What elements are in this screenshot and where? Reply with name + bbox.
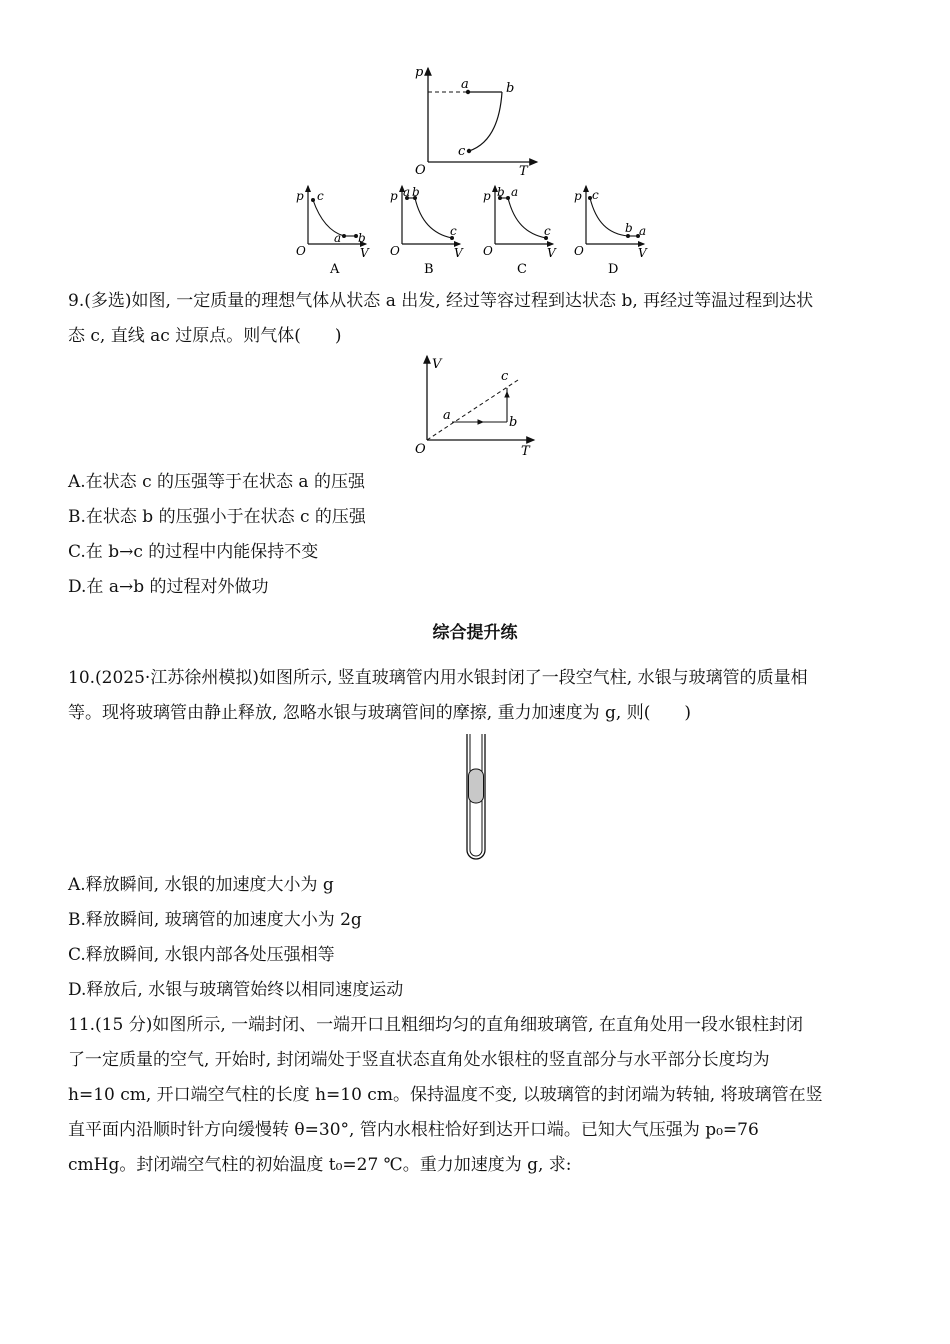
option-label-b: B	[424, 262, 434, 277]
svg-text:b: b	[412, 185, 420, 199]
q11-stem-line3: h=10 cm, 开口端空气柱的长度 h=10 cm。保持温度不变, 以玻璃管的封闭端为转轴, 将玻璃管在竖	[68, 1085, 823, 1105]
label-b: b	[506, 81, 515, 96]
q11-stem-line2: 了一定质量的空气, 开始时, 封闭端处于竖直状态直角处水银柱的竖直部分与水平部分长度均为	[68, 1050, 770, 1070]
label-p: p	[415, 65, 424, 80]
q9-stem-line2: 态 c, 直线 ac 过原点。则气体( )	[68, 326, 342, 346]
q9-option-d: D.在 a→b 的过程对外做功	[68, 577, 269, 597]
q11-stem-line5: cmHg。封闭端空气柱的初始温度 t₀=27 ℃。重力加速度为 g, 求:	[68, 1155, 572, 1175]
svg-text:c: c	[450, 224, 457, 238]
q11-stem-line4: 直平面内沿顺时针方向缓慢转 θ=30°, 管内水根柱恰好到达开口端。已知大气压强为 p₀=76	[68, 1120, 759, 1140]
svg-text:p: p	[390, 189, 398, 203]
q11-stem-line1: 11.(15 分)如图所示, 一端封闭、一端开口且粗细均匀的直角细玻璃管, 在直角处用一段水银柱封闭	[68, 1015, 803, 1035]
svg-text:b: b	[358, 231, 366, 245]
label-b: b	[509, 415, 518, 430]
svg-text:a: a	[334, 231, 342, 245]
option-graph-b	[390, 185, 464, 277]
point-c	[467, 149, 471, 153]
label-T: T	[519, 164, 528, 179]
label-V: V	[432, 357, 442, 372]
svg-text:V: V	[547, 246, 556, 260]
curve-bc	[469, 92, 502, 151]
label-a: a	[443, 408, 451, 423]
svg-text:p: p	[296, 189, 304, 203]
svg-text:V: V	[360, 246, 369, 260]
option-label-a: A	[330, 262, 340, 277]
q9-option-c: C.在 b→c 的过程中内能保持不变	[68, 542, 319, 562]
label-O: O	[415, 163, 426, 178]
q10-option-d: D.释放后, 水银与玻璃管始终以相同速度运动	[68, 980, 404, 1000]
section-title: 综合提升练	[432, 623, 518, 643]
q10-stem-line1: 10.(2025·江苏徐州模拟)如图所示, 竖直玻璃管内用水银封闭了一段空气柱, 水银与玻璃管的质量相	[68, 668, 808, 688]
fig8-options	[290, 182, 660, 278]
svg-text:c: c	[317, 189, 324, 203]
svg-text:p: p	[574, 189, 582, 203]
svg-text:c: c	[544, 224, 551, 238]
svg-text:O: O	[390, 244, 400, 258]
label-c: c	[458, 144, 466, 159]
mercury-column	[469, 769, 484, 803]
q10-option-a: A.释放瞬间, 水银的加速度大小为 g	[68, 875, 334, 895]
q9-option-b: B.在状态 b 的压强小于在状态 c 的压强	[68, 507, 366, 527]
svg-text:a: a	[403, 185, 411, 199]
q10-option-c: C.释放瞬间, 水银内部各处压强相等	[68, 945, 335, 965]
label-c: c	[501, 369, 509, 384]
dashed-line-oc	[427, 380, 518, 440]
svg-text:p: p	[483, 189, 491, 203]
svg-text:a: a	[511, 185, 519, 199]
svg-text:V: V	[454, 246, 463, 260]
option-label-c: C	[517, 262, 527, 277]
option-graph-a	[296, 186, 370, 277]
q9-option-a: A.在状态 c 的压强等于在状态 a 的压强	[68, 472, 365, 492]
option-graph-d	[574, 186, 648, 277]
svg-text:V: V	[638, 246, 647, 260]
svg-text:b: b	[497, 185, 505, 199]
svg-text:b: b	[625, 221, 633, 235]
svg-text:a: a	[639, 224, 647, 238]
svg-text:O: O	[483, 244, 493, 258]
q9-stem-line1: 9.(多选)如图, 一定质量的理想气体从状态 a 出发, 经过等容过程到达状态 b, 再经过等温过程到达状	[68, 291, 814, 311]
q10-option-b: B.释放瞬间, 玻璃管的加速度大小为 2g	[68, 910, 362, 930]
q9-figure	[410, 352, 540, 458]
svg-text:O: O	[296, 244, 306, 258]
svg-text:c: c	[592, 188, 599, 202]
fig8-main-graph	[405, 62, 545, 180]
svg-text:O: O	[574, 244, 584, 258]
option-graph-c	[483, 185, 557, 277]
q10-glass-tube-figure	[460, 732, 492, 864]
q10-stem-line2: 等。现将玻璃管由静止释放, 忽略水银与玻璃管间的摩擦, 重力加速度为 g, 则( )	[68, 703, 691, 723]
label-T: T	[521, 444, 530, 458]
label-a: a	[461, 77, 469, 92]
option-label-d: D	[608, 262, 619, 277]
label-O: O	[415, 442, 426, 457]
